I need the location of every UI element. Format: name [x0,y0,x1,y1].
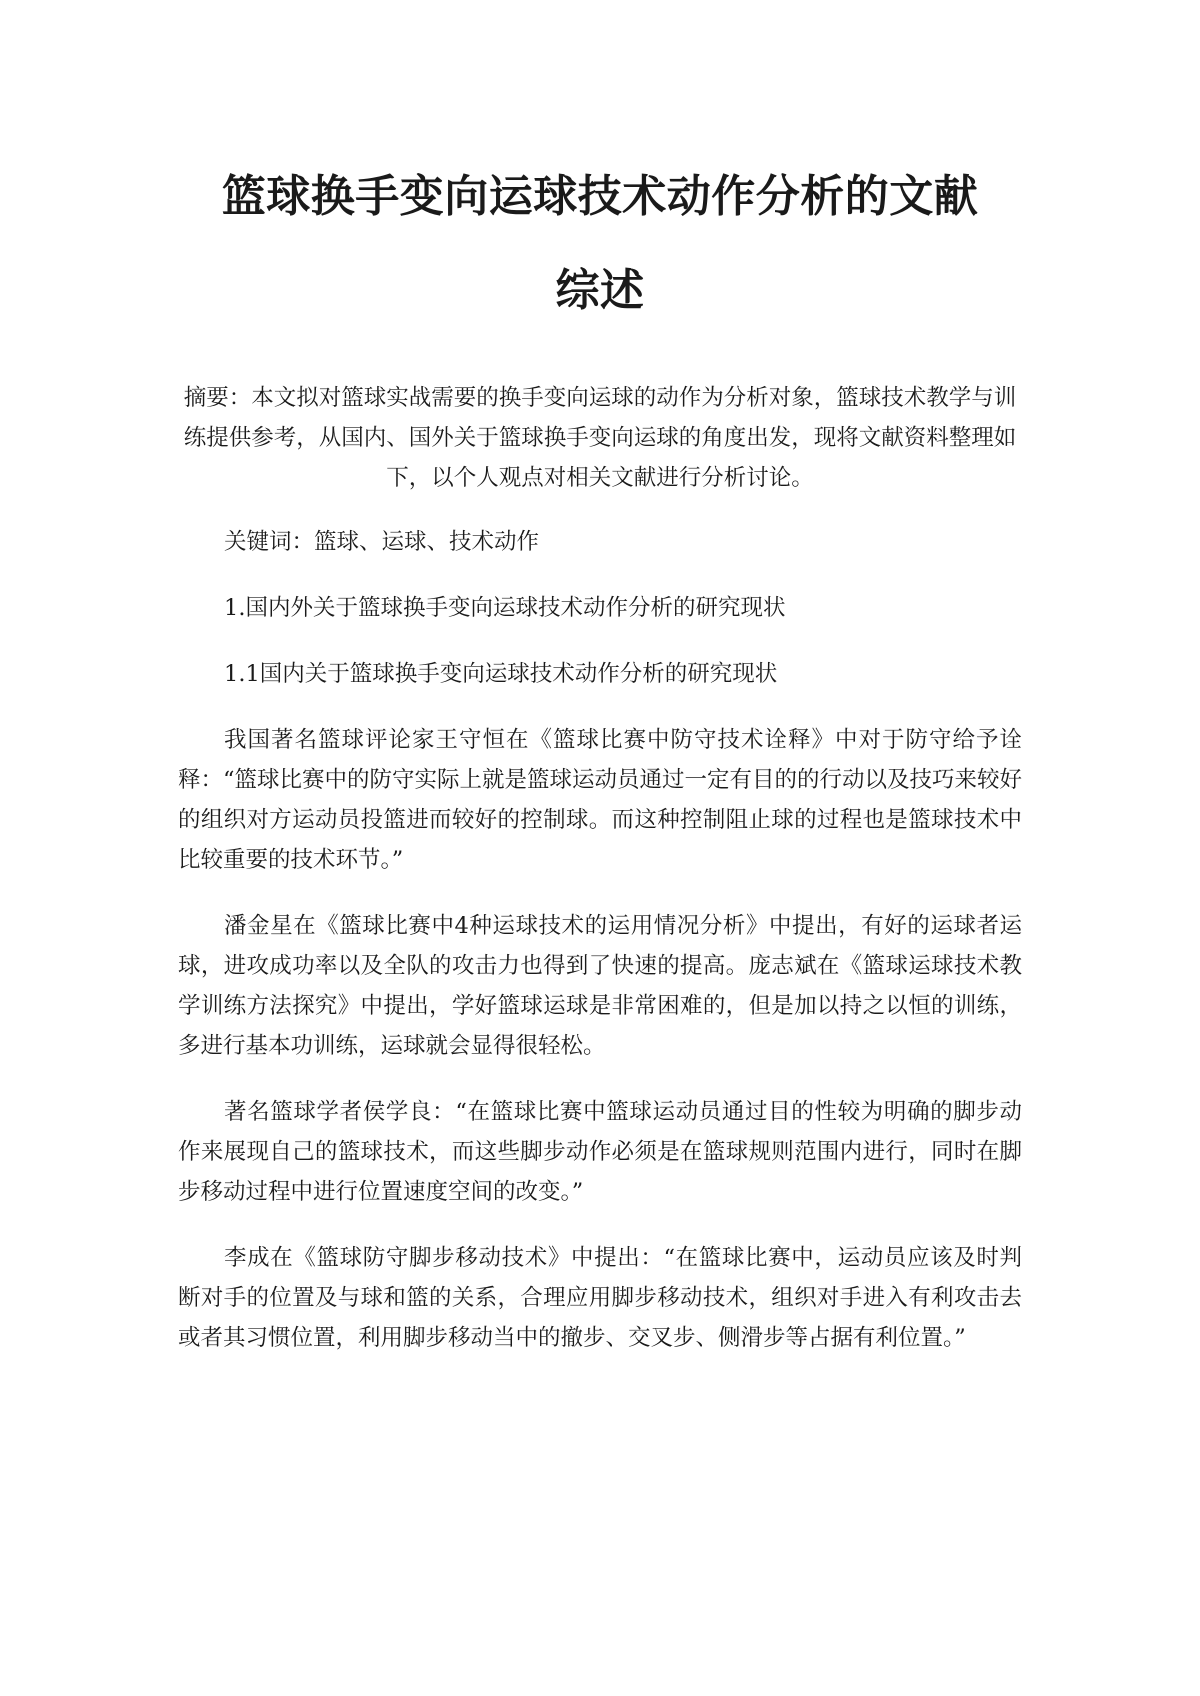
body-paragraph: 我国著名篮球评论家王守恒在《篮球比赛中防守技术诠释》中对于防守给予诠释：“篮球比赛中的防守实际上就是篮球运动员通过一定有目的的行动以及技巧来较好的组织对方运动员投篮进而较好的控制球。而这种控制阻止球的过程也是篮球技术中比较重要的技术环节。” [178,727,1023,873]
body-paragraph: 潘金星在《篮球比赛中4种运球技术的运用情况分析》中提出，有好的运球者运球，进攻成功率以及全队的攻击力也得到了快速的提高。庞志斌在《篮球运球技术教学训练方法探究》中提出，学好篮球运球是非常困难的，但是加以持之以恒的训练，多进行基本功训练，运球就会显得很轻松。 [178,913,1022,1059]
body-paragraph: 著名篮球学者侯学良：“在篮球比赛中篮球运动员通过目的性较为明确的脚步动作来展现自己的篮球技术，而这些脚步动作必须是在篮球规则范围内进行，同时在脚步移动过程中进行位置速度空间的改变。” [178,1099,1022,1205]
keywords: 关键词：篮球、运球、技术动作 [224,529,540,555]
abstract: 摘要：本文拟对篮球实战需要的换手变向运球的动作为分析对象，篮球技术教学与训练提供参考，从国内、国外关于篮球换手变向运球的角度出发，现将文献资料整理如下，以个人观点对相关文献进行分析讨论。 [183,385,1017,491]
title-line-2: 综述 [555,265,645,316]
section-heading-1-1: 1.1国内关于篮球换手变向运球技术动作分析的研究现状 [224,661,778,687]
body-paragraph: 李成在《篮球防守脚步移动技术》中提出：“在篮球比赛中，运动员应该及时判断对手的位置及与球和篮的关系，合理应用脚步移动技术，组织对手进入有利攻击去或者其习惯位置，利用脚步移动当中的撤步、交叉步、侧滑步等占据有利位置。” [178,1245,1022,1351]
document-title [178,150,1022,338]
section-heading-1: 1.国内外关于篮球换手变向运球技术动作分析的研究现状 [224,595,786,621]
title-line-1: 篮球换手变向运球技术动作分析的文献 [221,171,979,222]
